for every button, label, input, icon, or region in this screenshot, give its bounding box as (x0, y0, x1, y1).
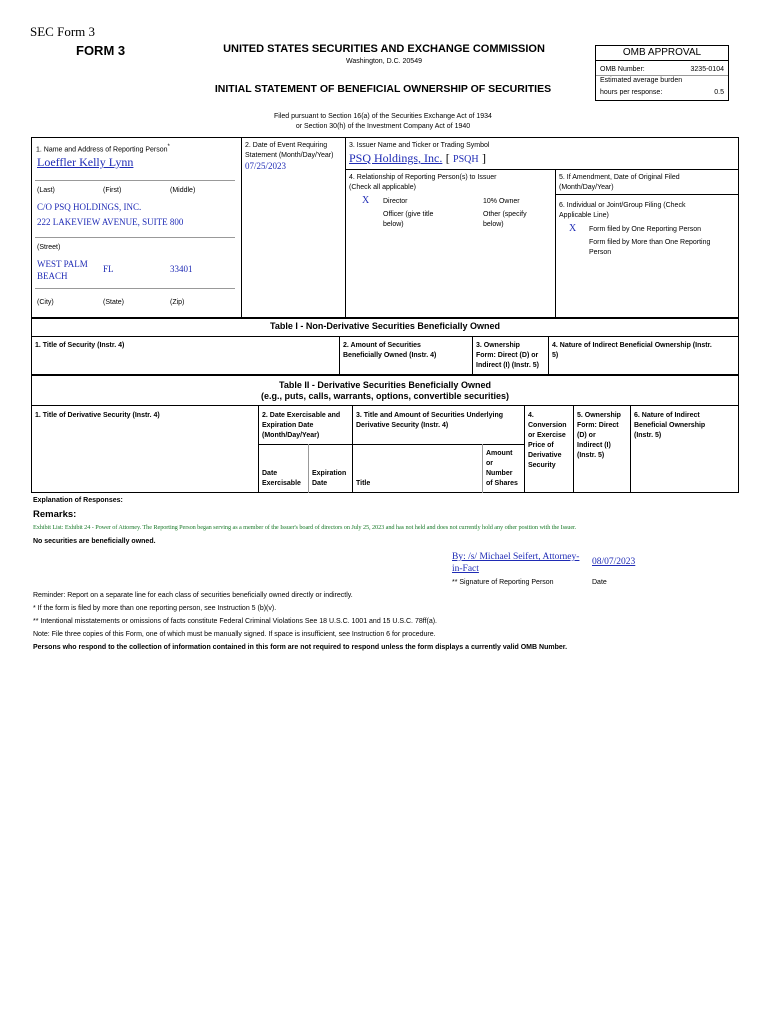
signature (452, 551, 579, 575)
form-title: FORM 3 (76, 43, 126, 58)
middle-label: (Middle) (170, 187, 196, 194)
zip: 33401 (170, 264, 193, 274)
date-label: Date (592, 579, 607, 586)
statement-title: INITIAL STATEMENT OF BENEFICIAL OWNERSHIP OF SECURITIES (214, 83, 552, 95)
explanation-label: Explanation of Responses: (33, 497, 123, 504)
street-line1: C/O PSQ HOLDINGS, INC. (37, 202, 142, 212)
issuer-name[interactable]: PSQ Holdings, Inc. (349, 151, 443, 165)
director-label: Director (383, 198, 408, 205)
footnote-omb-disclaimer: Persons who respond to the collection of information contained in this form are not required to respond unless the form displays a currently valid OMB Number. (33, 644, 568, 651)
footnote-star: * If the form is filed by more than one reporting person, see Instruction 5 (b)(v). (33, 605, 277, 612)
footnote-note: Note: File three copies of this Form, one of which must be manually signed. If space is insufficient, see Instruction 6 for procedure. (33, 631, 436, 638)
doc-label: SEC Form 3 (30, 24, 96, 39)
one-person-checkmark[interactable]: X (569, 223, 577, 234)
omb-approval-box (595, 45, 729, 101)
signature-date: 08/07/2023 (592, 557, 636, 567)
other-label: Other (specify below) (483, 211, 527, 228)
filed-line1: Filed pursuant to Section 16(a) of the Securities Exchange Act of 1934 (274, 113, 492, 120)
filed-line2: or Section 30(h) of the Investment Company Act of 1940 (295, 123, 471, 130)
box1-label: 1. Name and Address of Reporting Person* (36, 144, 170, 154)
signature-label: ** Signature of Reporting Person (452, 579, 554, 586)
event-date: 07/25/2023 (245, 161, 287, 171)
box6-label: 6. Individual or Joint/Group Filing (Check Applicable Line) (559, 202, 686, 219)
zip-label: (Zip) (170, 299, 185, 306)
one-person-label: Form filed by One Reporting Person (589, 226, 702, 233)
last-label: (Last) (37, 187, 55, 194)
table1-col4: 4. Nature of Indirect Beneficial Ownership (Instr. 5) (552, 342, 712, 359)
omb-title: OMB APPROVAL (596, 46, 728, 61)
first-label: (First) (103, 187, 122, 194)
street-line2: 222 LAKEVIEW AVENUE, SUITE 800 (37, 217, 184, 227)
director-checkmark[interactable]: X (362, 195, 370, 206)
remarks-text: Exhibit List: Exhibit 24 - Power of Attorney. The Reporting Person began serving as a member of the Issuer's board of directors on July 25, 2023 and has not held and does not currently hold any other position with the Issuer. (33, 524, 577, 531)
agency-location: Washington, D.C. 20549 (345, 58, 422, 65)
officer-label: Officer (give title below) (383, 211, 434, 228)
table2-col1: 1. Title of Derivative Security (Instr. 4) (35, 412, 160, 419)
table2-title: Table II - Derivative Securities Beneficially Owned (e.g., puts, calls, warrants, options, convertible securities) (260, 380, 510, 401)
reporting-person-name[interactable]: Loeffler Kelly Lynn (37, 155, 134, 169)
table1-col2: 2. Amount of Securities Beneficially Owned (Instr. 4) (343, 342, 437, 359)
table2-col5: 5. Ownership Form: Direct (D) or Indirect (I) (Instr. 5) (577, 412, 621, 459)
state: FL (103, 264, 114, 274)
omb-number-label: OMB Number: (600, 66, 645, 73)
omb-burden-value: 0.5 (714, 89, 724, 96)
box2-label: 2. Date of Event Requiring Statement (Month/Day/Year) (245, 142, 334, 159)
omb-burden-label2: hours per response: (600, 89, 663, 96)
table1-col1: 1. Title of Security (Instr. 4) (35, 342, 125, 349)
box4-label: 4. Relationship of Reporting Person(s) to Issuer (Check all applicable) (349, 174, 497, 191)
more-persons-label: Form filed by More than One Reporting Person (589, 239, 711, 256)
omb-burden-label1: Estimated average burden (600, 77, 683, 84)
table2-col2: 2. Date Exercisable and Expiration Date (Month/Day/Year) (262, 412, 341, 439)
signature-line2: in-Fact (452, 564, 479, 574)
table2-col6: 6. Nature of Indirect Beneficial Ownership (Instr. 5) (634, 412, 706, 439)
issuer-ticker: PSQH (453, 154, 479, 165)
sub-amount: Amount or Number of Shares (486, 450, 518, 487)
table2-col3: 3. Title and Amount of Securities Underlying Derivative Security (Instr. 4) (356, 412, 504, 429)
table1-title: Table I - Non-Derivative Securities Beneficially Owned (270, 321, 500, 331)
city-label: (City) (37, 299, 54, 306)
city-line1: WEST PALM (37, 259, 88, 269)
footnote-double-star: ** Intentional misstatements or omissions of facts constitute Federal Criminal Violations See 18 U.S.C. 1001 and 15 U.S.C. 78ff(a). (33, 618, 437, 625)
sub-date-exercisable: Date Exercisable (262, 470, 301, 487)
table2-col4: 4. Conversion or Exercise Price of Derivative Security (528, 412, 567, 469)
sub-title: Title (356, 480, 371, 487)
remarks-label: Remarks: (33, 509, 77, 520)
footnote-reminder: Reminder: Report on a separate line for each class of securities beneficially owned directly or indirectly. (33, 592, 353, 599)
omb-number-value: 3235-0104 (690, 66, 724, 73)
table1-col3: 3. Ownership Form: Direct (D) or Indirect (I) (Instr. 5) (476, 342, 540, 369)
sub-expiration-date: Expiration Date (312, 470, 347, 487)
ten-pct-owner-label: 10% Owner (483, 198, 520, 205)
signature-line1: By: /s/ Michael Seifert, Attorney- (452, 552, 580, 562)
city (37, 258, 88, 282)
box3-label: 3. Issuer Name and Ticker or Trading Symbol (349, 142, 490, 149)
state-label: (State) (103, 299, 125, 306)
city-line2: BEACH (37, 271, 68, 281)
issuer-line: PSQ Holdings, Inc. [ PSQH ] (349, 151, 486, 165)
no-securities-note: No securities are beneficially owned. (33, 538, 156, 545)
filed-pursuant (180, 112, 586, 132)
agency-name: UNITED STATES SECURITIES AND EXCHANGE COMMISSION (223, 43, 545, 55)
street-label: (Street) (37, 244, 61, 251)
box5-label: 5. If Amendment, Date of Original Filed (Month/Day/Year) (559, 174, 680, 191)
